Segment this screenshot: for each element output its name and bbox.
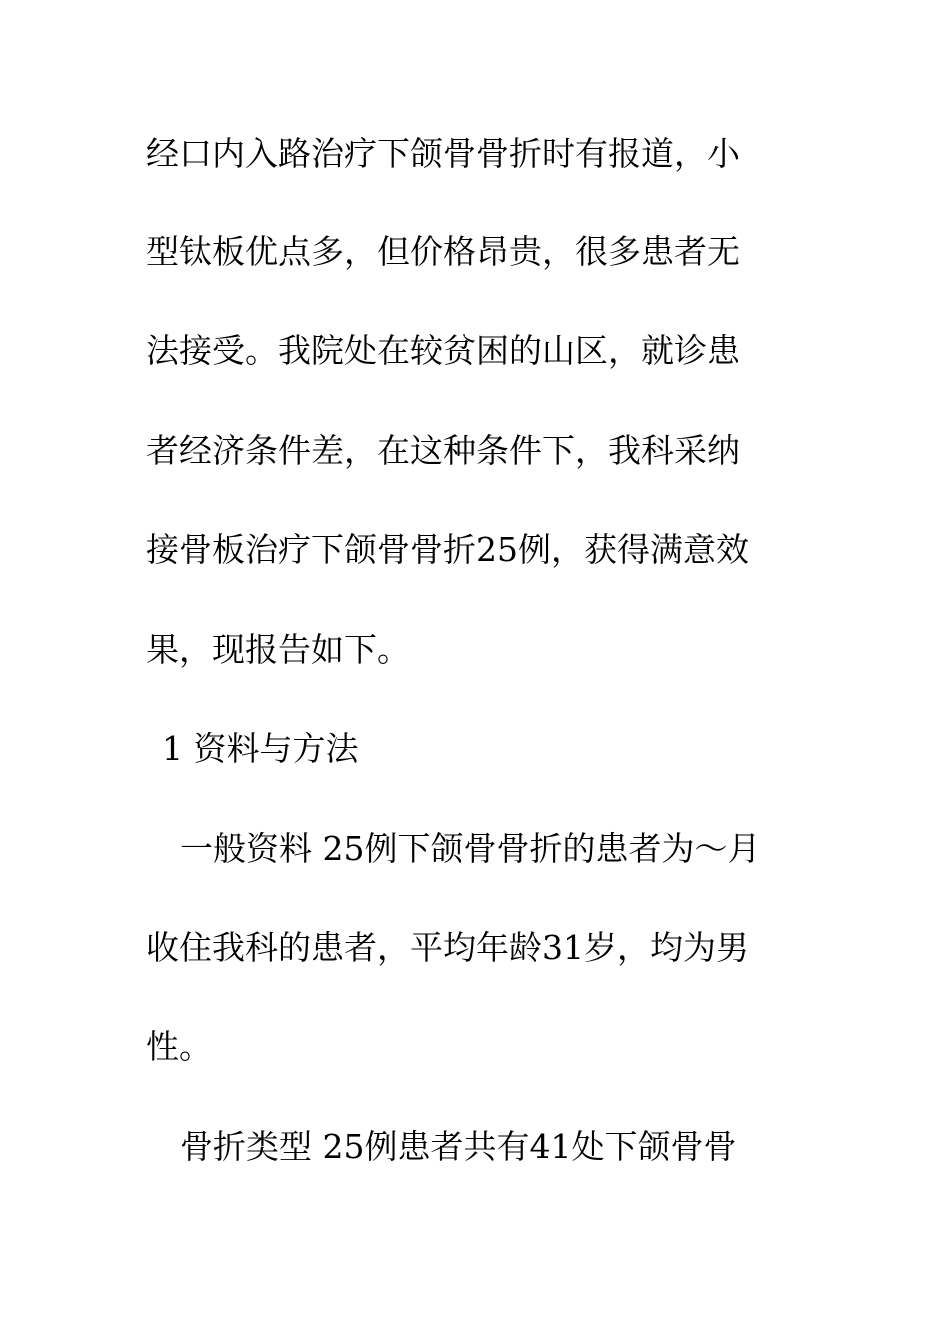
paragraph-line: 接骨板治疗下颌骨骨折25例，获得满意效 [146,530,749,569]
paragraph-line: 者经济条件差，在这种条件下，我科采纳 [146,431,740,470]
paragraph-line: 经口内入路治疗下颌骨骨折时有报道，小 [146,134,740,173]
paragraph-line: 骨折类型 25例患者共有41处下颌骨骨 [180,1127,737,1166]
paragraph-line: 法接受。我院处在较贫困的山区，就诊患 [146,331,740,370]
paragraph-line: 型钛板优点多，但价格昂贵，很多患者无 [146,232,740,271]
paragraph-line: 一般资料 25例下颌骨骨折的患者为～月 [180,829,761,868]
paragraph-line: 果，现报告如下。 [146,630,410,669]
section-heading: 1 资料与方法 [162,729,359,768]
paragraph-line: 收住我科的患者，平均年龄31岁，均为男 [146,928,749,967]
paragraph-line: 性。 [146,1027,212,1066]
